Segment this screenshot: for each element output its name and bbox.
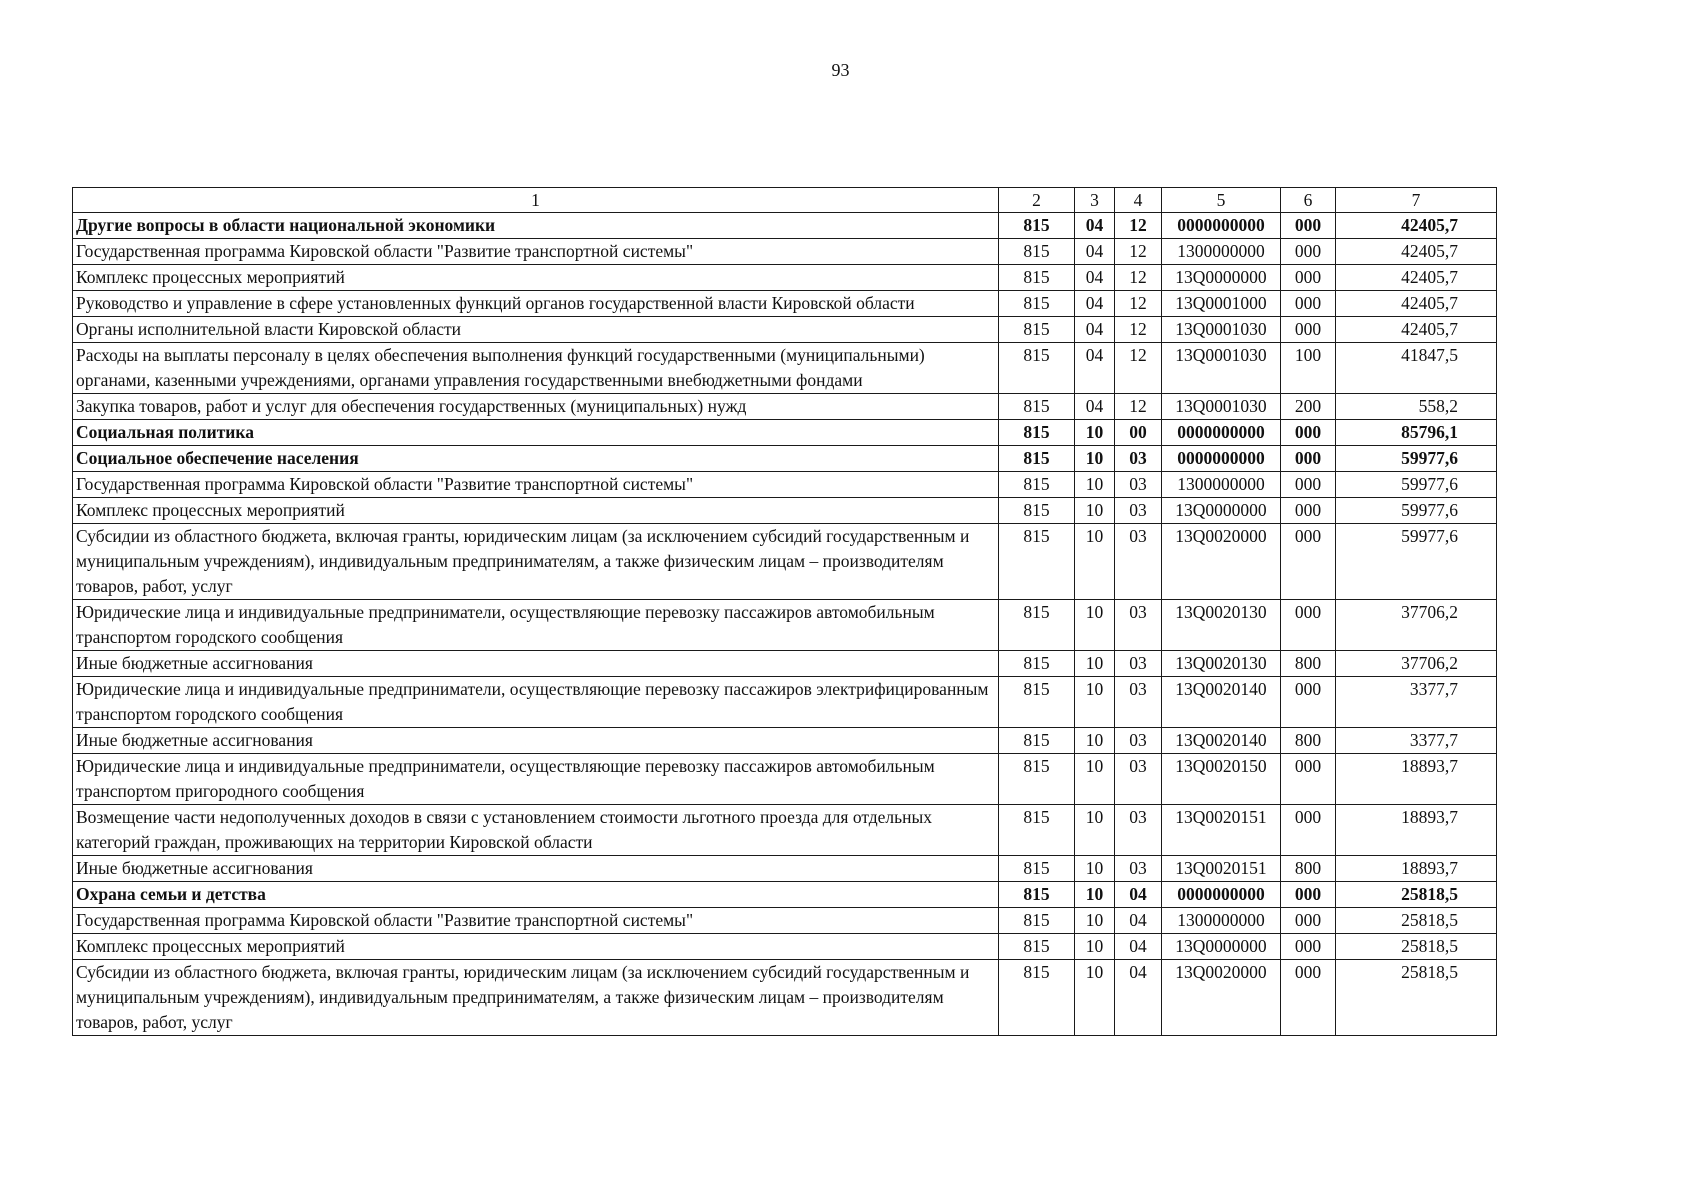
expense-type-cell: 000	[1281, 213, 1336, 239]
table-row	[73, 472, 1497, 498]
amount-cell: 3377,7	[1336, 677, 1497, 728]
column-header: 7	[1336, 188, 1497, 213]
chapter-code-cell: 815	[999, 677, 1075, 728]
section-code-cell: 10	[1075, 882, 1115, 908]
amount-cell: 3377,7	[1336, 728, 1497, 754]
chapter-code-cell: 815	[999, 446, 1075, 472]
row-name-cell: Государственная программа Кировской области "Развитие транспортной системы"	[73, 472, 999, 498]
amount-cell: 25818,5	[1336, 934, 1497, 960]
subsection-code-cell: 03	[1115, 600, 1162, 651]
target-article-cell: 1300000000	[1162, 908, 1281, 934]
row-name-cell: Иные бюджетные ассигнования	[73, 728, 999, 754]
chapter-code-cell: 815	[999, 213, 1075, 239]
expense-type-cell: 000	[1281, 908, 1336, 934]
table-row	[73, 908, 1497, 934]
amount-cell: 59977,6	[1336, 498, 1497, 524]
target-article-cell: 13Q0000000	[1162, 498, 1281, 524]
row-name-cell: Возмещение части недополученных доходов в связи с установлением стоимости льготного проезда для отдельных категорий граждан, проживающих на территории Кировской области	[73, 805, 999, 856]
amount-cell: 37706,2	[1336, 600, 1497, 651]
table-body	[73, 213, 1497, 1036]
table-row	[73, 754, 1497, 805]
chapter-code-cell: 815	[999, 882, 1075, 908]
table-row	[73, 420, 1497, 446]
subsection-code-cell: 12	[1115, 291, 1162, 317]
amount-cell: 59977,6	[1336, 524, 1497, 600]
table-row	[73, 805, 1497, 856]
table-row	[73, 524, 1497, 600]
section-code-cell: 10	[1075, 934, 1115, 960]
section-code-cell: 10	[1075, 498, 1115, 524]
row-name-cell: Органы исполнительной власти Кировской области	[73, 317, 999, 343]
target-article-cell: 0000000000	[1162, 446, 1281, 472]
column-header: 3	[1075, 188, 1115, 213]
amount-cell: 42405,7	[1336, 213, 1497, 239]
table-row	[73, 291, 1497, 317]
table-row	[73, 882, 1497, 908]
section-code-cell: 04	[1075, 239, 1115, 265]
amount-cell: 18893,7	[1336, 856, 1497, 882]
section-code-cell: 10	[1075, 960, 1115, 1036]
chapter-code-cell: 815	[999, 265, 1075, 291]
amount-cell: 42405,7	[1336, 291, 1497, 317]
target-article-cell: 13Q0000000	[1162, 934, 1281, 960]
amount-cell: 42405,7	[1336, 317, 1497, 343]
expense-type-cell: 000	[1281, 524, 1336, 600]
expense-type-cell: 000	[1281, 677, 1336, 728]
subsection-code-cell: 04	[1115, 908, 1162, 934]
chapter-code-cell: 815	[999, 856, 1075, 882]
target-article-cell: 13Q0001000	[1162, 291, 1281, 317]
subsection-code-cell: 04	[1115, 882, 1162, 908]
column-header: 4	[1115, 188, 1162, 213]
row-name-cell: Социальная политика	[73, 420, 999, 446]
subsection-code-cell: 04	[1115, 960, 1162, 1036]
section-code-cell: 10	[1075, 420, 1115, 446]
subsection-code-cell: 03	[1115, 472, 1162, 498]
subsection-code-cell: 03	[1115, 446, 1162, 472]
row-name-cell: Государственная программа Кировской области "Развитие транспортной системы"	[73, 908, 999, 934]
column-header: 1	[73, 188, 999, 213]
budget-table	[72, 187, 1497, 1036]
expense-type-cell: 000	[1281, 498, 1336, 524]
expense-type-cell: 000	[1281, 472, 1336, 498]
row-name-cell: Другие вопросы в области национальной экономики	[73, 213, 999, 239]
amount-cell: 85796,1	[1336, 420, 1497, 446]
expense-type-cell: 800	[1281, 651, 1336, 677]
target-article-cell: 13Q0020150	[1162, 754, 1281, 805]
target-article-cell: 13Q0001030	[1162, 343, 1281, 394]
amount-cell: 25818,5	[1336, 960, 1497, 1036]
expense-type-cell: 800	[1281, 728, 1336, 754]
row-name-cell: Комплекс процессных мероприятий	[73, 498, 999, 524]
section-code-cell: 10	[1075, 446, 1115, 472]
section-code-cell: 10	[1075, 677, 1115, 728]
chapter-code-cell: 815	[999, 317, 1075, 343]
row-name-cell: Юридические лица и индивидуальные предприниматели, осуществляющие перевозку пассажиров автомобильным транспортом городского сообщения	[73, 600, 999, 651]
amount-cell: 42405,7	[1336, 239, 1497, 265]
expense-type-cell: 000	[1281, 754, 1336, 805]
table-row	[73, 239, 1497, 265]
expense-type-cell: 000	[1281, 446, 1336, 472]
row-name-cell: Охрана семьи и детства	[73, 882, 999, 908]
target-article-cell: 1300000000	[1162, 472, 1281, 498]
row-name-cell: Закупка товаров, работ и услуг для обеспечения государственных (муниципальных) нужд	[73, 394, 999, 420]
target-article-cell: 13Q0000000	[1162, 265, 1281, 291]
section-code-cell: 10	[1075, 600, 1115, 651]
section-code-cell: 10	[1075, 524, 1115, 600]
section-code-cell: 10	[1075, 472, 1115, 498]
subsection-code-cell: 12	[1115, 265, 1162, 291]
chapter-code-cell: 815	[999, 394, 1075, 420]
chapter-code-cell: 815	[999, 805, 1075, 856]
chapter-code-cell: 815	[999, 472, 1075, 498]
subsection-code-cell: 12	[1115, 394, 1162, 420]
target-article-cell: 13Q0020151	[1162, 805, 1281, 856]
expense-type-cell: 000	[1281, 265, 1336, 291]
target-article-cell: 13Q0020130	[1162, 651, 1281, 677]
amount-cell: 18893,7	[1336, 754, 1497, 805]
expense-type-cell: 200	[1281, 394, 1336, 420]
target-article-cell: 13Q0001030	[1162, 317, 1281, 343]
expense-type-cell: 000	[1281, 805, 1336, 856]
table-row	[73, 317, 1497, 343]
section-code-cell: 04	[1075, 317, 1115, 343]
expense-type-cell: 800	[1281, 856, 1336, 882]
row-name-cell: Иные бюджетные ассигнования	[73, 856, 999, 882]
target-article-cell: 13Q0020000	[1162, 960, 1281, 1036]
row-name-cell: Социальное обеспечение населения	[73, 446, 999, 472]
row-name-cell: Субсидии из областного бюджета, включая гранты, юридическим лицам (за исключением субсидий государственным и муниципальным учреждениям), индивидуальным предпринимателям, а также физическим лицам – производителям товаров, работ, услуг	[73, 960, 999, 1036]
subsection-code-cell: 12	[1115, 317, 1162, 343]
section-code-cell: 10	[1075, 908, 1115, 934]
target-article-cell: 13Q0020000	[1162, 524, 1281, 600]
amount-cell: 558,2	[1336, 394, 1497, 420]
table-row	[73, 265, 1497, 291]
section-code-cell: 04	[1075, 291, 1115, 317]
row-name-cell: Расходы на выплаты персоналу в целях обеспечения выполнения функций государственными (муниципальными) органами, казенными учреждениями, органами управления государственными внебюджетными фондами	[73, 343, 999, 394]
expense-type-cell: 000	[1281, 960, 1336, 1036]
target-article-cell: 13Q0020151	[1162, 856, 1281, 882]
section-code-cell: 04	[1075, 213, 1115, 239]
subsection-code-cell: 04	[1115, 934, 1162, 960]
column-header: 6	[1281, 188, 1336, 213]
target-article-cell: 0000000000	[1162, 420, 1281, 446]
amount-cell: 42405,7	[1336, 265, 1497, 291]
amount-cell: 41847,5	[1336, 343, 1497, 394]
chapter-code-cell: 815	[999, 754, 1075, 805]
target-article-cell: 1300000000	[1162, 239, 1281, 265]
table-row	[73, 934, 1497, 960]
column-header: 5	[1162, 188, 1281, 213]
chapter-code-cell: 815	[999, 291, 1075, 317]
amount-cell: 59977,6	[1336, 446, 1497, 472]
row-name-cell: Иные бюджетные ассигнования	[73, 651, 999, 677]
subsection-code-cell: 03	[1115, 754, 1162, 805]
subsection-code-cell: 03	[1115, 524, 1162, 600]
amount-cell: 59977,6	[1336, 472, 1497, 498]
table-row	[73, 600, 1497, 651]
amount-cell: 25818,5	[1336, 908, 1497, 934]
table-row	[73, 343, 1497, 394]
subsection-code-cell: 03	[1115, 498, 1162, 524]
section-code-cell: 10	[1075, 728, 1115, 754]
section-code-cell: 04	[1075, 343, 1115, 394]
table-row	[73, 677, 1497, 728]
section-code-cell: 10	[1075, 651, 1115, 677]
page-number: 93	[831, 60, 850, 80]
table-row	[73, 213, 1497, 239]
target-article-cell: 13Q0020130	[1162, 600, 1281, 651]
row-name-cell: Государственная программа Кировской области "Развитие транспортной системы"	[73, 239, 999, 265]
row-name-cell: Комплекс процессных мероприятий	[73, 265, 999, 291]
section-code-cell: 10	[1075, 856, 1115, 882]
table-row	[73, 728, 1497, 754]
section-code-cell: 04	[1075, 265, 1115, 291]
subsection-code-cell: 03	[1115, 856, 1162, 882]
subsection-code-cell: 12	[1115, 343, 1162, 394]
target-article-cell: 13Q0020140	[1162, 728, 1281, 754]
subsection-code-cell: 12	[1115, 239, 1162, 265]
chapter-code-cell: 815	[999, 600, 1075, 651]
subsection-code-cell: 03	[1115, 651, 1162, 677]
table-row	[73, 960, 1497, 1036]
table-row	[73, 651, 1497, 677]
row-name-cell: Субсидии из областного бюджета, включая гранты, юридическим лицам (за исключением субсидий государственным и муниципальным учреждениям), индивидуальным предпринимателям, а также физическим лицам – производителям товаров, работ, услуг	[73, 524, 999, 600]
table-row	[73, 446, 1497, 472]
subsection-code-cell: 00	[1115, 420, 1162, 446]
row-name-cell: Юридические лица и индивидуальные предприниматели, осуществляющие перевозку пассажиров электрифицированным транспортом городского сообщения	[73, 677, 999, 728]
section-code-cell: 10	[1075, 805, 1115, 856]
section-code-cell: 04	[1075, 394, 1115, 420]
chapter-code-cell: 815	[999, 343, 1075, 394]
chapter-code-cell: 815	[999, 651, 1075, 677]
row-name-cell: Юридические лица и индивидуальные предприниматели, осуществляющие перевозку пассажиров автомобильным транспортом пригородного сообщения	[73, 754, 999, 805]
amount-cell: 25818,5	[1336, 882, 1497, 908]
chapter-code-cell: 815	[999, 420, 1075, 446]
amount-cell: 37706,2	[1336, 651, 1497, 677]
expense-type-cell: 100	[1281, 343, 1336, 394]
target-article-cell: 0000000000	[1162, 882, 1281, 908]
chapter-code-cell: 815	[999, 728, 1075, 754]
subsection-code-cell: 12	[1115, 213, 1162, 239]
expense-type-cell: 000	[1281, 600, 1336, 651]
expense-type-cell: 000	[1281, 239, 1336, 265]
table-row	[73, 856, 1497, 882]
expense-type-cell: 000	[1281, 420, 1336, 446]
row-name-cell: Руководство и управление в сфере установленных функций органов государственной власти Кировской области	[73, 291, 999, 317]
expense-type-cell: 000	[1281, 934, 1336, 960]
section-code-cell: 10	[1075, 754, 1115, 805]
table-row	[73, 498, 1497, 524]
chapter-code-cell: 815	[999, 524, 1075, 600]
subsection-code-cell: 03	[1115, 728, 1162, 754]
target-article-cell: 13Q0020140	[1162, 677, 1281, 728]
subsection-code-cell: 03	[1115, 677, 1162, 728]
expense-type-cell: 000	[1281, 317, 1336, 343]
subsection-code-cell: 03	[1115, 805, 1162, 856]
table-row	[73, 394, 1497, 420]
expense-type-cell: 000	[1281, 291, 1336, 317]
chapter-code-cell: 815	[999, 908, 1075, 934]
chapter-code-cell: 815	[999, 960, 1075, 1036]
target-article-cell: 13Q0001030	[1162, 394, 1281, 420]
chapter-code-cell: 815	[999, 239, 1075, 265]
column-header: 2	[999, 188, 1075, 213]
amount-cell: 18893,7	[1336, 805, 1497, 856]
chapter-code-cell: 815	[999, 498, 1075, 524]
chapter-code-cell: 815	[999, 934, 1075, 960]
row-name-cell: Комплекс процессных мероприятий	[73, 934, 999, 960]
table-header-row	[73, 188, 1497, 213]
target-article-cell: 0000000000	[1162, 213, 1281, 239]
expense-type-cell: 000	[1281, 882, 1336, 908]
